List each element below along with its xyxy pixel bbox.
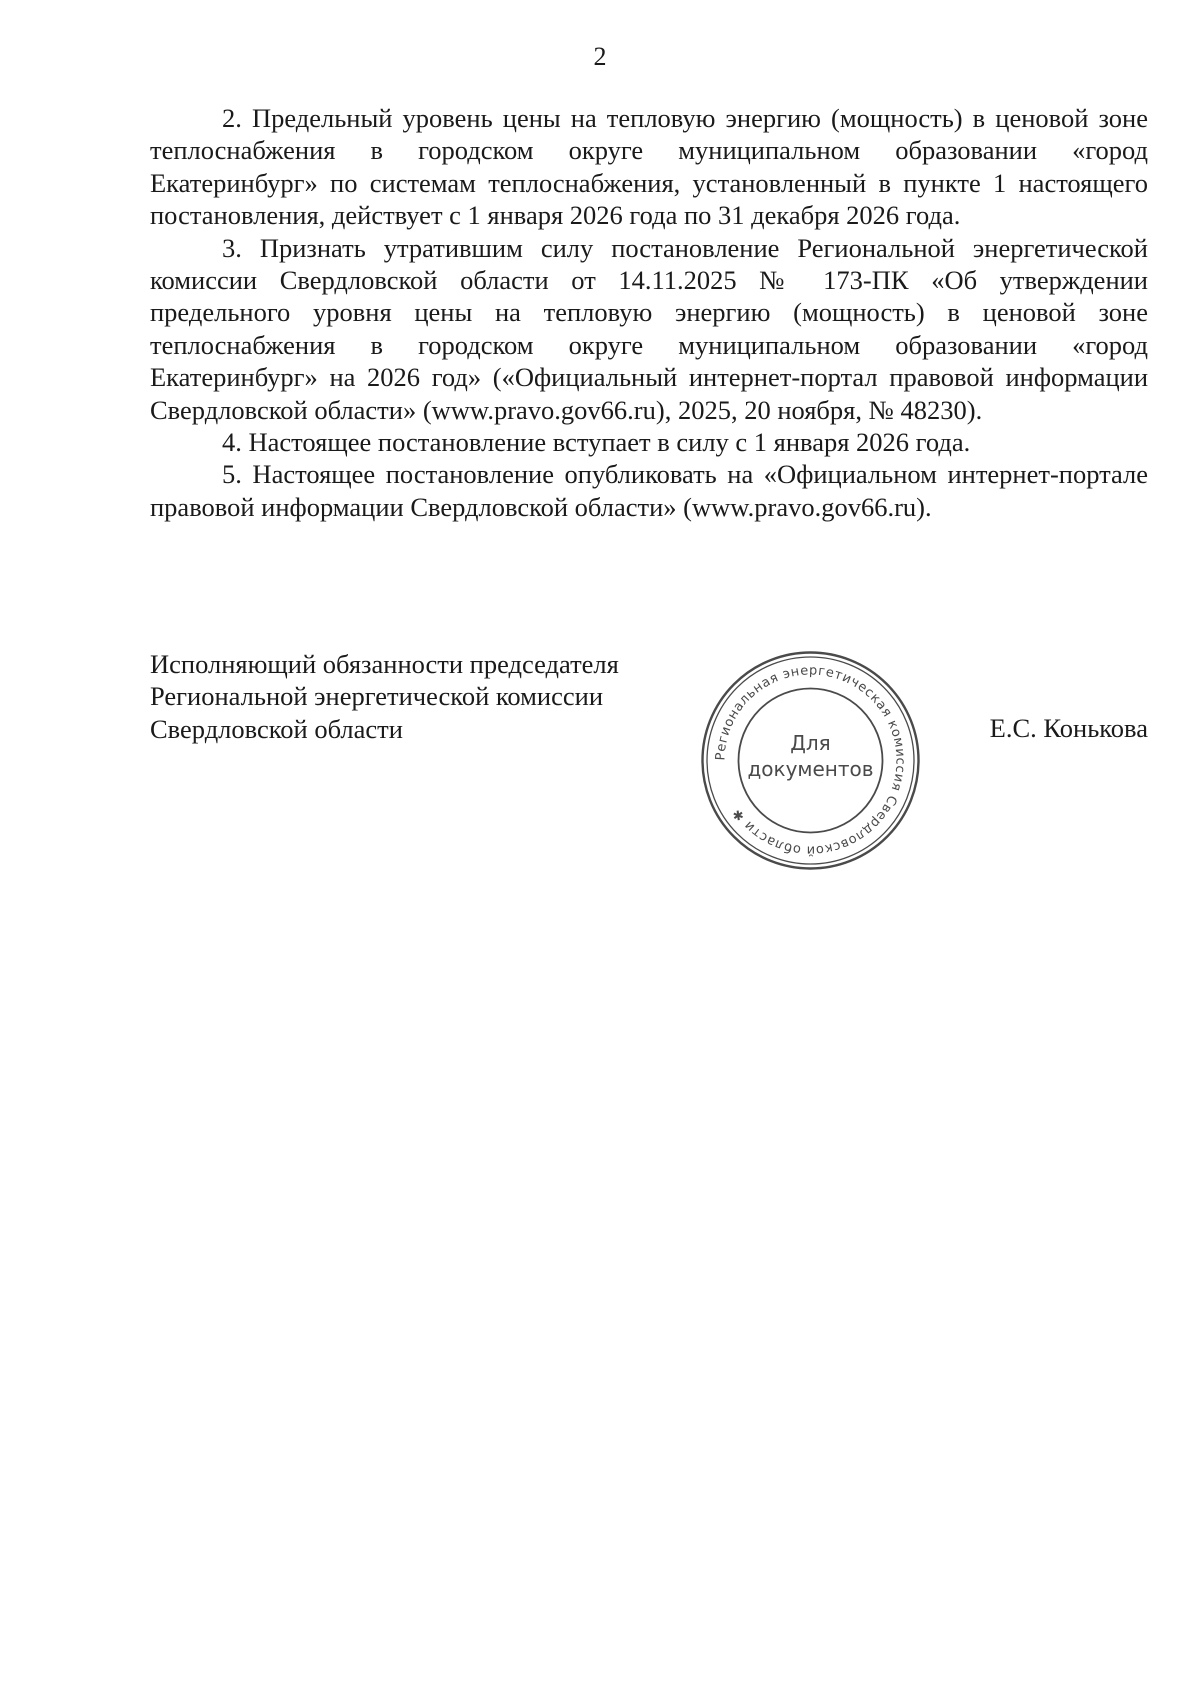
page-number: 2: [593, 42, 607, 71]
stamp-center-line-1: Для: [790, 731, 831, 755]
paragraph-2: 2. Предельный уровень цены на тепловую энергию (мощность) в ценовой зоне теплоснабжения в городском округе муниципальном образовании «город Екатеринбург» по системам теплоснабжения, установленный в пункте 1 настоящего постановления, действует с 1 января 2026 года по 31 декабря 2026 года.: [150, 103, 1148, 231]
official-stamp: [698, 648, 923, 873]
stamp-center-line-2: документов: [747, 757, 874, 781]
signature-block: [150, 648, 1148, 868]
signer-title: [150, 648, 670, 745]
signer-title-line-3: Свердловской области: [150, 713, 403, 744]
signer-title-line-1: Исполняющий обязанности председателя: [150, 649, 619, 679]
paragraph-5: 5. Настоящее постановление опубликовать на «Официальном интернет-портале правовой информации Свердловской области» (www.pravo.gov66.ru).: [150, 459, 1148, 522]
paragraph-3: 3. Признать утратившим силу постановление Региональной энергетической комиссии Свердловской области от 14.11.2025 № 173-ПК «Об утверждении предельного уровня цены на тепловую энергию (мощность) в ценовой зоне теплоснабжения в городском округе муниципальном образовании «город Екатеринбург» на 2026 год» («Официальный интернет-портал правовой информации Свердловской области» (www.pravo.gov66.ru), 2025, 20 ноября, № 48230).: [150, 232, 1148, 425]
stamp-ring-text: Региональная энергетическая комиссия Свердловской области ✱: [713, 663, 908, 858]
signer-name: Е.С. Конькова: [989, 713, 1148, 743]
signer-title-line-2: Региональной энергетической комиссии: [150, 681, 603, 712]
document-body: [150, 102, 1148, 523]
paragraph-4: 4. Настоящее постановление вступает в силу с 1 января 2026 года.: [222, 427, 971, 458]
